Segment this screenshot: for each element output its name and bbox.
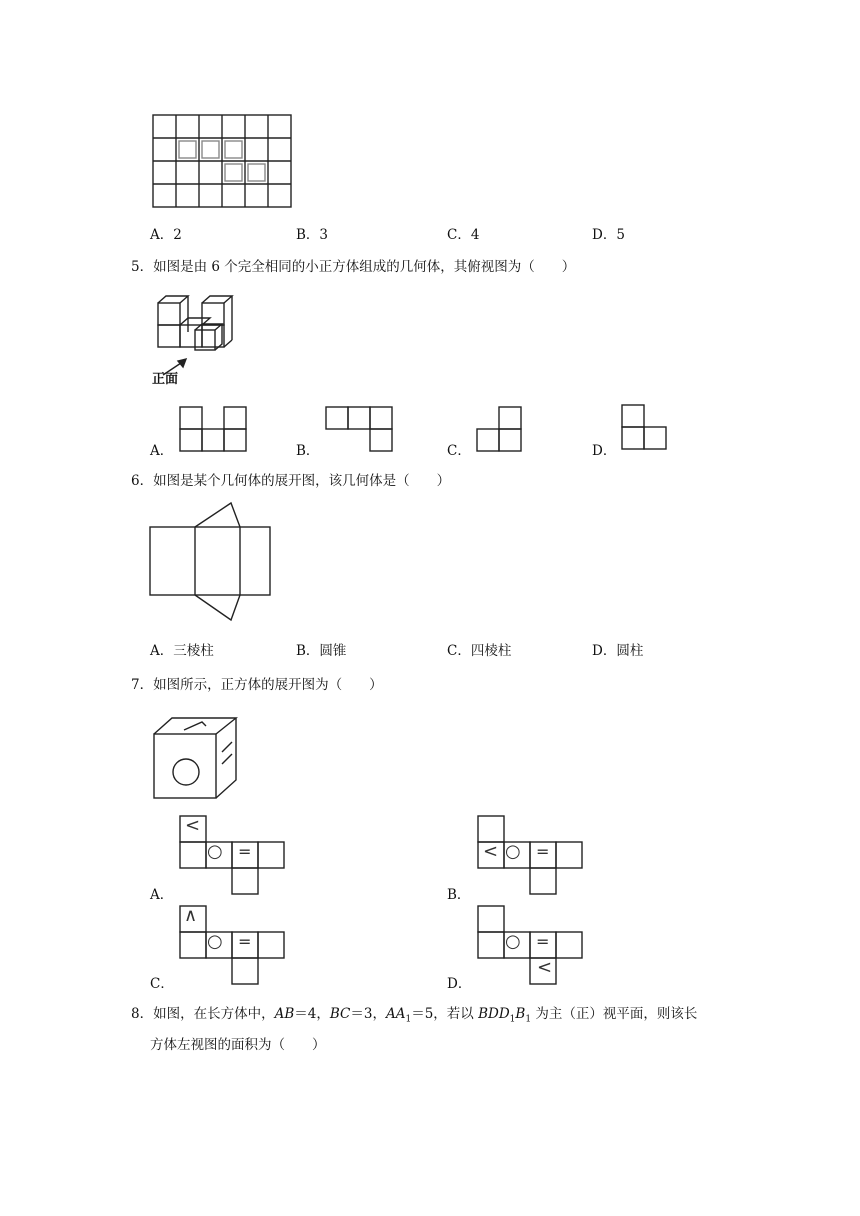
q7-d-equals-icon: = — [536, 932, 550, 951]
q7-option-d[interactable]: D． — [447, 976, 472, 992]
q7-cube-figure — [150, 714, 242, 802]
q7-a-angle-icon: < — [185, 815, 201, 836]
q4-option-d[interactable]: D．5 — [592, 227, 625, 243]
q7-stem: 7．如图所示，正方体的展开图为（ ） — [131, 677, 383, 693]
q6-option-d[interactable]: D．圆柱 — [592, 643, 644, 659]
q7-a-equals-icon: = — [238, 842, 252, 861]
q5-option-a-figure — [178, 405, 250, 453]
q5-cube-figure — [152, 292, 242, 360]
q7-option-c[interactable]: C． — [150, 976, 174, 992]
q6-option-c[interactable]: C．四棱柱 — [447, 643, 512, 659]
q7-c-caret-icon: ∧ — [184, 905, 198, 926]
q5-stem: 5．如图是由 6 个完全相同的小正方体组成的几何体，其俯视图为（ ） — [131, 259, 576, 275]
q7-d-circle-icon: ○ — [505, 931, 521, 952]
q5-option-c[interactable]: C． — [447, 443, 471, 459]
q4-option-a[interactable]: A．2 — [150, 227, 182, 243]
q7-d-angle-icon: < — [537, 957, 553, 978]
q7-c-circle-icon: ○ — [207, 931, 223, 952]
q5-option-a[interactable]: A． — [150, 443, 174, 459]
q4-option-b[interactable]: B．3 — [296, 227, 329, 243]
q6-option-b[interactable]: B．圆锥 — [296, 643, 347, 659]
q4-grid-figure — [150, 112, 294, 208]
q7-b-equals-icon: = — [536, 842, 550, 861]
q6-option-a[interactable]: A．三棱柱 — [150, 643, 214, 659]
q7-option-a[interactable]: A． — [150, 887, 174, 903]
q7-b-angle-icon: < — [483, 841, 499, 862]
q7-a-circle-icon: ○ — [207, 841, 223, 862]
q7-b-circle-icon: ○ — [505, 841, 521, 862]
q5-option-d-figure — [620, 403, 670, 453]
q5-option-c-figure — [475, 405, 525, 453]
q5-option-b[interactable]: B． — [296, 443, 320, 459]
q8-stem-line2: 方体左视图的面积为（ ） — [150, 1037, 326, 1053]
q6-stem: 6．如图是某个几何体的展开图，该几何体是（ ） — [131, 473, 451, 489]
q7-option-b[interactable]: B． — [447, 887, 471, 903]
q5-option-d[interactable]: D． — [592, 443, 617, 459]
q5-option-b-figure — [324, 405, 396, 453]
q4-option-c[interactable]: C．4 — [447, 227, 480, 243]
q7-c-equals-icon: = — [238, 932, 252, 951]
q6-net-figure — [146, 500, 276, 630]
q8-stem-line1: 8．如图，在长方体中，AB＝4，BC＝3，$AA_1=5$，若以 $BDD_1B_1$ 为主（正）视平面，则该长 — [131, 1006, 698, 1025]
front-label: 正面 — [152, 372, 179, 387]
q7-option-d-figure — [476, 904, 588, 986]
